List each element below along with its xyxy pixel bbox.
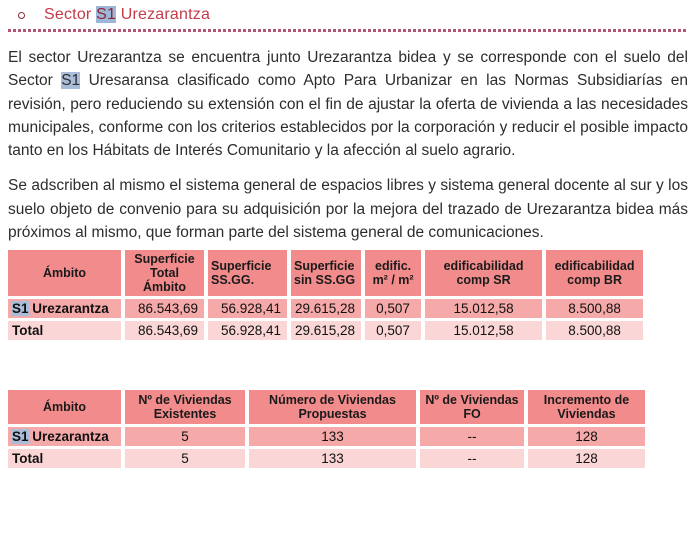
superficie-table-header-row <box>8 250 643 296</box>
paragraph-1-text-a: El sector Urezarantza se encuentra junto Urezarantza bidea y se corresponde con el suelo del Sector <box>8 49 688 90</box>
column-header-superficie-total: Superficie Total Ámbito <box>125 250 204 296</box>
table-cell: 86.543,69 <box>125 321 204 340</box>
table-cell: -- <box>420 427 524 446</box>
row-label <box>8 427 121 446</box>
table-gap <box>8 343 688 387</box>
column-header-edificabilidad-br: edificabilidad comp BR <box>546 250 643 296</box>
row-label: Total <box>8 449 121 468</box>
table-cell: 56.928,41 <box>208 321 287 340</box>
heading-suffix: Urezarantza <box>116 6 211 23</box>
row-label: Total <box>8 321 121 340</box>
column-header-edificabilidad-sr: edificabilidad comp SR <box>425 250 542 296</box>
table-cell: 29.615,28 <box>291 321 361 340</box>
table-cell: 86.543,69 <box>125 299 204 318</box>
table-cell: 0,507 <box>365 321 421 340</box>
table-cell: 29.615,28 <box>291 299 361 318</box>
viviendas-table-header-row <box>8 390 645 424</box>
table-row-total <box>8 449 645 468</box>
row-label-rest: Urezarantza <box>28 429 109 445</box>
table-cell: 5 <box>125 449 245 468</box>
table-cell: 15.012,58 <box>425 321 542 340</box>
table-cell: 5 <box>125 427 245 446</box>
column-header-superficie-sin-ssgg: Superficie sin SS.GG <box>291 250 361 296</box>
viviendas-table <box>4 387 649 471</box>
column-header-viviendas-fo: Nº de Viviendas FO <box>420 390 524 424</box>
table-cell: 8.500,88 <box>546 299 643 318</box>
table-cell: 15.012,58 <box>425 299 542 318</box>
table-cell: 128 <box>528 449 645 468</box>
table-cell: 128 <box>528 427 645 446</box>
section-heading <box>18 6 688 24</box>
paragraph-1 <box>8 46 688 162</box>
document-page <box>0 6 695 471</box>
dotted-divider <box>8 29 688 32</box>
table-row-s1-urezarantza <box>8 299 643 318</box>
column-header-ambito: Ámbito <box>8 390 121 424</box>
column-header-incremento-viviendas: Incremento de Viviendas <box>528 390 645 424</box>
paragraph-2: Se adscriben al mismo el sistema general de espacios libres y sistema general docente al sur y los suelo objeto de convenio para su adquisición por la mejora del trazado de Urezarantza bidea más próximos al mismo, que forman parte del sistema general de comunicaciones. <box>8 177 688 242</box>
paragraph-1-highlight-s1: S1 <box>61 72 81 90</box>
table-row-s1-urezarantza <box>8 427 645 446</box>
circle-bullet-icon <box>18 12 25 19</box>
row-label-highlight-s1: S1 <box>12 301 29 317</box>
table-cell: 133 <box>249 449 416 468</box>
row-label <box>8 299 121 318</box>
column-header-viviendas-existentes: Nº de Viviendas Existentes <box>125 390 245 424</box>
row-label-rest: Urezarantza <box>28 301 109 317</box>
table-cell: 133 <box>249 427 416 446</box>
table-cell: -- <box>420 449 524 468</box>
table-row-total <box>8 321 643 340</box>
column-header-edific: edific. m² / m² <box>365 250 421 296</box>
table-cell: 0,507 <box>365 299 421 318</box>
section-heading-text <box>44 6 210 24</box>
row-label-highlight-s1: S1 <box>12 429 29 445</box>
column-header-ambito: Ámbito <box>8 250 121 296</box>
heading-prefix: Sector <box>44 6 97 23</box>
column-header-viviendas-propuestas: Número de Viviendas Propuestas <box>249 390 416 424</box>
superficie-table <box>4 247 647 343</box>
column-header-superficie-ssgg: Superficie SS.GG. <box>208 250 287 296</box>
table-cell: 56.928,41 <box>208 299 287 318</box>
table-cell: 8.500,88 <box>546 321 643 340</box>
heading-highlight-s1: S1 <box>96 6 117 23</box>
paragraph-1-text-b: Uresaransa clasificado como Apto Para Urbanizar en las Normas Subsidiarías en revisión, pero reduciendo su extensión con el fin de ajustar la oferta de vivienda a las necesidades municipales, conforme con los criterios establecidos por la corporación y reducir el posible impacto tanto en los Hábitats de Interés Comunitario y la afección al suelo agrario. <box>8 72 688 160</box>
